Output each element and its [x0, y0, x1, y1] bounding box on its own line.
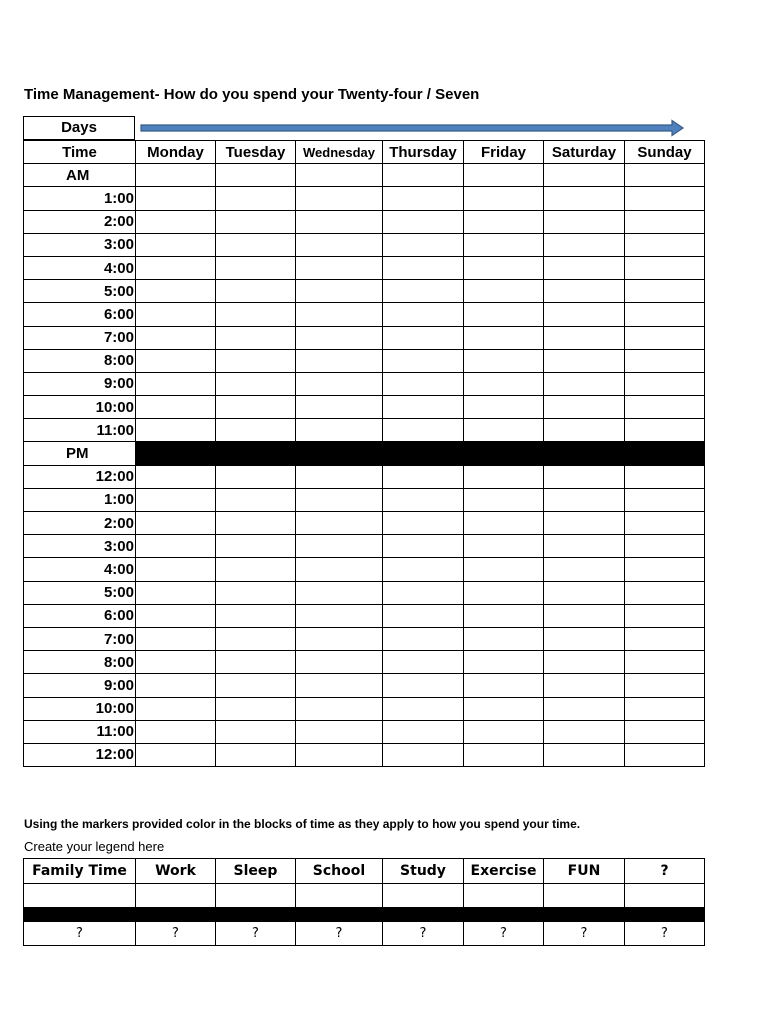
legend-header-cell: Work	[136, 859, 216, 884]
schedule-cell[interactable]	[136, 349, 216, 372]
schedule-cell[interactable]	[296, 303, 383, 326]
schedule-cell[interactable]	[136, 396, 216, 419]
schedule-cell[interactable]	[625, 164, 705, 187]
schedule-cell[interactable]	[383, 743, 464, 766]
time-label: 11:00	[24, 720, 136, 743]
time-label: 6:00	[24, 604, 136, 627]
schedule-cell[interactable]	[544, 697, 625, 720]
legend-divider-cell	[464, 908, 544, 922]
schedule-cell[interactable]	[464, 280, 544, 303]
day-header-saturday: Saturday	[544, 141, 625, 164]
schedule-cell[interactable]	[296, 488, 383, 511]
time-label: 1:00	[24, 488, 136, 511]
schedule-cell[interactable]	[383, 697, 464, 720]
schedule-cell[interactable]	[296, 372, 383, 395]
time-label: 11:00	[24, 419, 136, 442]
schedule-cell[interactable]	[625, 210, 705, 233]
schedule-cell[interactable]	[216, 256, 296, 279]
legend-color-cell[interactable]	[216, 884, 296, 908]
time-row	[24, 210, 705, 233]
schedule-cell[interactable]	[216, 651, 296, 674]
time-row	[24, 256, 705, 279]
time-label: 4:00	[24, 256, 136, 279]
schedule-cell[interactable]	[544, 488, 625, 511]
schedule-cell[interactable]	[464, 187, 544, 210]
page-title: Time Management- How do you spend your Twenty-four / Seven	[24, 86, 480, 103]
schedule-cell[interactable]	[216, 720, 296, 743]
schedule-cell[interactable]	[544, 512, 625, 535]
schedule-cell[interactable]	[383, 303, 464, 326]
schedule-cell[interactable]	[216, 233, 296, 256]
schedule-cell[interactable]	[383, 164, 464, 187]
schedule-cell[interactable]	[544, 372, 625, 395]
schedule-cell[interactable]	[625, 581, 705, 604]
schedule-cell[interactable]	[136, 256, 216, 279]
schedule-cell[interactable]	[136, 512, 216, 535]
schedule-cell[interactable]	[625, 743, 705, 766]
schedule-cell[interactable]	[625, 372, 705, 395]
time-row	[24, 303, 705, 326]
pm-label: PM	[24, 442, 136, 465]
schedule-cell[interactable]	[216, 604, 296, 627]
legend-header-cell: Family Time	[24, 859, 136, 884]
time-label: 8:00	[24, 349, 136, 372]
schedule-cell[interactable]	[216, 349, 296, 372]
schedule-cell[interactable]	[464, 535, 544, 558]
time-row	[24, 465, 705, 488]
legend-divider-cell	[544, 908, 625, 922]
schedule-cell[interactable]	[296, 256, 383, 279]
schedule-cell[interactable]	[296, 558, 383, 581]
schedule-cell[interactable]	[544, 465, 625, 488]
schedule-cell[interactable]	[464, 396, 544, 419]
schedule-cell[interactable]	[136, 164, 216, 187]
schedule-cell[interactable]	[216, 581, 296, 604]
time-row	[24, 720, 705, 743]
time-row	[24, 743, 705, 766]
legend-header-row	[24, 859, 705, 884]
time-row	[24, 697, 705, 720]
schedule-cell[interactable]	[296, 210, 383, 233]
time-row	[24, 280, 705, 303]
schedule-cell[interactable]	[136, 233, 216, 256]
schedule-cell[interactable]	[544, 627, 625, 650]
schedule-cell[interactable]	[296, 604, 383, 627]
schedule-cell[interactable]	[464, 581, 544, 604]
schedule-cell[interactable]	[383, 558, 464, 581]
day-header-tuesday: Tuesday	[216, 141, 296, 164]
schedule-cell[interactable]	[296, 651, 383, 674]
schedule-cell[interactable]	[464, 720, 544, 743]
schedule-cell[interactable]	[464, 349, 544, 372]
time-row	[24, 674, 705, 697]
schedule-cell[interactable]	[544, 419, 625, 442]
day-header-sunday: Sunday	[625, 141, 705, 164]
schedule-cell[interactable]	[296, 280, 383, 303]
schedule-cell[interactable]	[625, 627, 705, 650]
schedule-cell[interactable]	[544, 396, 625, 419]
time-label: 2:00	[24, 512, 136, 535]
schedule-cell[interactable]	[383, 256, 464, 279]
schedule-cell[interactable]	[464, 627, 544, 650]
legend-color-cell[interactable]	[625, 884, 705, 908]
schedule-cell[interactable]	[464, 651, 544, 674]
schedule-cell[interactable]	[136, 372, 216, 395]
schedule-cell[interactable]	[216, 396, 296, 419]
schedule-cell[interactable]	[544, 164, 625, 187]
schedule-cell[interactable]	[383, 581, 464, 604]
schedule-cell[interactable]	[296, 396, 383, 419]
am-row	[24, 164, 705, 187]
schedule-cell[interactable]	[383, 674, 464, 697]
legend-custom-cell[interactable]: ?	[625, 922, 705, 946]
schedule-cell[interactable]	[544, 581, 625, 604]
schedule-cell[interactable]	[216, 303, 296, 326]
schedule-cell[interactable]	[216, 558, 296, 581]
schedule-cell[interactable]	[544, 256, 625, 279]
schedule-cell[interactable]	[464, 326, 544, 349]
time-label: 12:00	[24, 465, 136, 488]
schedule-cell[interactable]	[136, 743, 216, 766]
schedule-cell[interactable]	[136, 187, 216, 210]
legend-custom-cell[interactable]: ?	[544, 922, 625, 946]
schedule-cell[interactable]	[544, 720, 625, 743]
legend-header-cell: Study	[383, 859, 464, 884]
schedule-cell[interactable]	[544, 604, 625, 627]
schedule-cell[interactable]	[136, 488, 216, 511]
schedule-cell[interactable]	[383, 720, 464, 743]
time-row	[24, 558, 705, 581]
schedule-cell[interactable]	[216, 164, 296, 187]
time-label: 7:00	[24, 326, 136, 349]
schedule-cell[interactable]	[544, 187, 625, 210]
schedule-cell[interactable]	[296, 233, 383, 256]
legend-header-cell: School	[296, 859, 383, 884]
days-header-cell: Days	[23, 116, 135, 140]
schedule-cell[interactable]	[625, 512, 705, 535]
day-header-thursday: Thursday	[383, 141, 464, 164]
schedule-cell[interactable]	[383, 349, 464, 372]
schedule-cell[interactable]	[464, 372, 544, 395]
schedule-cell[interactable]	[464, 697, 544, 720]
time-label: 5:00	[24, 280, 136, 303]
schedule-cell[interactable]	[625, 280, 705, 303]
schedule-cell[interactable]	[296, 326, 383, 349]
legend-color-cell[interactable]	[464, 884, 544, 908]
time-label: 4:00	[24, 558, 136, 581]
legend-header-cell: FUN	[544, 859, 625, 884]
schedule-cell[interactable]	[216, 512, 296, 535]
legend-header-cell: ?	[625, 859, 705, 884]
right-arrow-icon	[140, 119, 686, 137]
schedule-cell[interactable]	[544, 674, 625, 697]
schedule-cell[interactable]	[625, 349, 705, 372]
schedule-cell[interactable]	[544, 743, 625, 766]
schedule-cell[interactable]	[216, 326, 296, 349]
schedule-cell[interactable]	[464, 303, 544, 326]
time-row	[24, 187, 705, 210]
time-label: 3:00	[24, 233, 136, 256]
schedule-cell[interactable]	[625, 465, 705, 488]
schedule-cell[interactable]	[136, 627, 216, 650]
time-label: 9:00	[24, 674, 136, 697]
time-row	[24, 581, 705, 604]
schedule-cell[interactable]	[136, 303, 216, 326]
schedule-cell[interactable]	[216, 697, 296, 720]
schedule-cell[interactable]	[383, 419, 464, 442]
schedule-cell[interactable]	[296, 535, 383, 558]
schedule-cell[interactable]	[464, 488, 544, 511]
time-label: 2:00	[24, 210, 136, 233]
schedule-cell[interactable]	[383, 233, 464, 256]
schedule-cell[interactable]	[296, 720, 383, 743]
time-label: 9:00	[24, 372, 136, 395]
legend-divider-cell	[136, 908, 216, 922]
time-row	[24, 651, 705, 674]
legend-table	[23, 858, 705, 946]
schedule-cell[interactable]	[383, 604, 464, 627]
schedule-cell[interactable]	[216, 674, 296, 697]
schedule-cell[interactable]	[625, 488, 705, 511]
schedule-cell[interactable]	[136, 326, 216, 349]
schedule-cell[interactable]	[383, 651, 464, 674]
schedule-cell[interactable]	[383, 280, 464, 303]
schedule-cell[interactable]	[383, 465, 464, 488]
schedule-cell[interactable]	[383, 326, 464, 349]
time-row	[24, 604, 705, 627]
schedule-cell[interactable]	[296, 512, 383, 535]
schedule-cell[interactable]	[383, 187, 464, 210]
schedule-cell[interactable]	[383, 372, 464, 395]
time-label: 5:00	[24, 581, 136, 604]
schedule-cell[interactable]	[464, 233, 544, 256]
schedule-cell[interactable]	[625, 651, 705, 674]
schedule-cell[interactable]	[216, 187, 296, 210]
schedule-cell[interactable]	[625, 558, 705, 581]
am-label: AM	[24, 164, 136, 187]
schedule-cell[interactable]	[544, 535, 625, 558]
legend-color-cell[interactable]	[544, 884, 625, 908]
schedule-cell[interactable]	[544, 210, 625, 233]
schedule-cell[interactable]	[296, 419, 383, 442]
legend-divider-row	[24, 908, 705, 922]
schedule-cell[interactable]	[296, 187, 383, 210]
schedule-cell[interactable]	[625, 720, 705, 743]
time-row	[24, 326, 705, 349]
legend-custom-cell[interactable]: ?	[296, 922, 383, 946]
schedule-cell[interactable]	[136, 465, 216, 488]
schedule-cell[interactable]	[464, 465, 544, 488]
legend-color-cell[interactable]	[24, 884, 136, 908]
legend-color-cell[interactable]	[296, 884, 383, 908]
schedule-cell[interactable]	[625, 535, 705, 558]
instruction-text: Using the markers provided color in the blocks of time as they apply to how you spend your time.	[24, 817, 581, 831]
schedule-cell[interactable]	[625, 604, 705, 627]
legend-custom-cell[interactable]: ?	[464, 922, 544, 946]
schedule-cell[interactable]	[136, 581, 216, 604]
schedule-cell[interactable]	[464, 604, 544, 627]
legend-header-cell: Exercise	[464, 859, 544, 884]
schedule-cell[interactable]	[625, 419, 705, 442]
schedule-cell[interactable]	[544, 280, 625, 303]
schedule-cell[interactable]	[464, 210, 544, 233]
time-row	[24, 233, 705, 256]
pm-divider-bar	[136, 442, 705, 465]
schedule-cell[interactable]	[136, 535, 216, 558]
time-label: 10:00	[24, 396, 136, 419]
schedule-cell[interactable]	[464, 164, 544, 187]
schedule-cell[interactable]	[296, 581, 383, 604]
schedule-cell[interactable]	[464, 558, 544, 581]
schedule-cell[interactable]	[136, 697, 216, 720]
schedule-cell[interactable]	[216, 210, 296, 233]
schedule-cell[interactable]	[216, 627, 296, 650]
legend-divider-cell	[383, 908, 464, 922]
time-row	[24, 535, 705, 558]
schedule-cell[interactable]	[625, 233, 705, 256]
legend-custom-cell[interactable]: ?	[136, 922, 216, 946]
schedule-cell[interactable]	[464, 419, 544, 442]
day-header-friday: Friday	[464, 141, 544, 164]
schedule-cell[interactable]	[544, 558, 625, 581]
legend-custom-row	[24, 922, 705, 946]
schedule-cell[interactable]	[464, 256, 544, 279]
schedule-cell[interactable]	[136, 674, 216, 697]
schedule-cell[interactable]	[296, 465, 383, 488]
time-row	[24, 372, 705, 395]
schedule-cell[interactable]	[544, 303, 625, 326]
schedule-cell[interactable]	[296, 164, 383, 187]
legend-divider-cell	[625, 908, 705, 922]
legend-custom-cell[interactable]: ?	[24, 922, 136, 946]
schedule-cell[interactable]	[296, 349, 383, 372]
time-label: 10:00	[24, 697, 136, 720]
legend-color-cell[interactable]	[383, 884, 464, 908]
header-row	[24, 141, 705, 164]
schedule-cell[interactable]	[625, 697, 705, 720]
legend-custom-cell[interactable]: ?	[216, 922, 296, 946]
time-row	[24, 396, 705, 419]
schedule-cell[interactable]	[544, 349, 625, 372]
schedule-cell[interactable]	[625, 256, 705, 279]
time-row	[24, 627, 705, 650]
schedule-cell[interactable]	[464, 743, 544, 766]
legend-divider-cell	[216, 908, 296, 922]
schedule-cell[interactable]	[216, 488, 296, 511]
time-label: 12:00	[24, 743, 136, 766]
schedule-cell[interactable]	[136, 210, 216, 233]
schedule-cell[interactable]	[216, 419, 296, 442]
legend-divider-cell	[296, 908, 383, 922]
day-header-monday: Monday	[136, 141, 216, 164]
schedule-cell[interactable]	[136, 604, 216, 627]
time-label: 1:00	[24, 187, 136, 210]
legend-divider-cell	[24, 908, 136, 922]
schedule-cell[interactable]	[136, 280, 216, 303]
schedule-cell[interactable]	[625, 674, 705, 697]
legend-custom-cell[interactable]: ?	[383, 922, 464, 946]
schedule-cell[interactable]	[216, 465, 296, 488]
schedule-cell[interactable]	[383, 210, 464, 233]
time-label: 6:00	[24, 303, 136, 326]
time-row	[24, 419, 705, 442]
schedule-cell[interactable]	[296, 697, 383, 720]
legend-color-cell[interactable]	[136, 884, 216, 908]
schedule-cell[interactable]	[544, 233, 625, 256]
time-label: 7:00	[24, 627, 136, 650]
time-label: 3:00	[24, 535, 136, 558]
schedule-cell[interactable]	[383, 627, 464, 650]
schedule-table	[23, 140, 705, 767]
schedule-cell[interactable]	[296, 627, 383, 650]
schedule-cell[interactable]	[216, 372, 296, 395]
schedule-cell[interactable]	[464, 674, 544, 697]
schedule-cell[interactable]	[383, 396, 464, 419]
schedule-cell[interactable]	[625, 396, 705, 419]
schedule-cell[interactable]	[544, 651, 625, 674]
schedule-cell[interactable]	[625, 303, 705, 326]
schedule-cell[interactable]	[544, 326, 625, 349]
schedule-cell[interactable]	[464, 512, 544, 535]
schedule-cell[interactable]	[216, 743, 296, 766]
schedule-cell[interactable]	[383, 535, 464, 558]
legend-color-row	[24, 884, 705, 908]
schedule-cell[interactable]	[136, 558, 216, 581]
pm-row	[24, 442, 705, 465]
schedule-cell[interactable]	[216, 280, 296, 303]
time-label: 8:00	[24, 651, 136, 674]
schedule-cell[interactable]	[296, 674, 383, 697]
schedule-cell[interactable]	[216, 535, 296, 558]
time-row	[24, 349, 705, 372]
time-row	[24, 512, 705, 535]
schedule-cell[interactable]	[136, 651, 216, 674]
schedule-cell[interactable]	[136, 419, 216, 442]
schedule-cell[interactable]	[383, 512, 464, 535]
day-header-wednesday: Wednesday	[296, 141, 383, 164]
schedule-cell[interactable]	[296, 743, 383, 766]
schedule-cell[interactable]	[625, 326, 705, 349]
schedule-cell[interactable]	[383, 488, 464, 511]
time-header-cell: Time	[24, 141, 136, 164]
schedule-cell[interactable]	[136, 720, 216, 743]
legend-title: Create your legend here	[24, 839, 165, 854]
legend-header-cell: Sleep	[216, 859, 296, 884]
schedule-cell[interactable]	[625, 187, 705, 210]
time-row	[24, 488, 705, 511]
